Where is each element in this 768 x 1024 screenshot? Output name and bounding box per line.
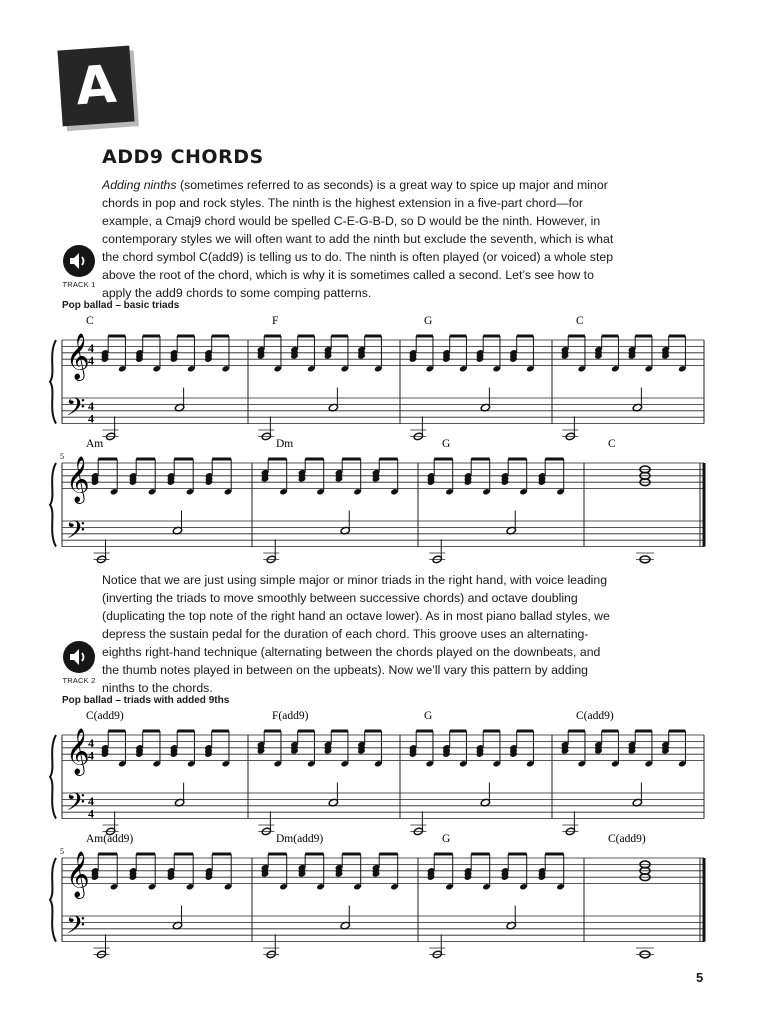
example-2-system-2 <box>0 828 768 958</box>
brace <box>50 735 56 819</box>
time-signature-treble-bottom: 4 <box>88 353 94 368</box>
chord-symbol: Am <box>86 438 104 450</box>
brace <box>50 463 56 547</box>
track-1-audio[interactable] <box>57 245 101 289</box>
brace <box>50 858 56 942</box>
speaker-icon <box>63 245 95 277</box>
time-signature-bass-bottom: 4 <box>88 411 94 426</box>
time-signature-treble-top: 4 <box>88 340 94 355</box>
time-signature-bass-bottom: 4 <box>88 806 94 821</box>
chord-symbol: G <box>424 315 433 327</box>
bass-clef: 𝄢 <box>66 911 86 946</box>
brace <box>50 340 56 424</box>
bass-clef: 𝄢 <box>66 788 86 823</box>
intro-paragraph <box>102 176 618 302</box>
measure-number: 5 <box>60 452 64 461</box>
chord-symbol: C <box>608 438 616 450</box>
chord-symbol: Am(add9) <box>86 833 134 845</box>
section-badge <box>57 46 134 127</box>
time-signature-bass-top: 4 <box>88 793 94 808</box>
chord-symbol: G <box>442 438 451 450</box>
example-2-system-1 <box>0 705 768 830</box>
example-2-label: Pop ballad – triads with added 9ths <box>62 695 230 706</box>
chord-symbol: C <box>576 315 584 327</box>
track-2-label: TRACK 2 <box>62 676 96 685</box>
chord-symbol: F(add9) <box>272 710 309 722</box>
page-number: 5 <box>696 970 704 985</box>
example-1-system-1 <box>0 310 768 435</box>
time-signature-treble-bottom: 4 <box>88 748 94 763</box>
intro-text: (sometimes referred to as seconds) is a great way to spice up major and minor chords in pop and rock styles. The ninth is the highest extension in a five-part chord—for example, a Cmaj9 chord would be spelled C-E-G-B-D, so D would be the ninth. However, in contemporary styles we will often want to add the ninth but exclude the seventh, which is what the chord symbol C(add9) is telling us to do. The ninth is often played (or voiced) a whole step above the root of the chord, which is why it is sometimes called a second. Let’s see how to apply the add9 chords to some comping patterns. <box>102 178 614 300</box>
page-title: ADD9 CHORDS <box>102 146 264 168</box>
time-signature-bass-top: 4 <box>88 398 94 413</box>
bass-clef: 𝄢 <box>66 393 86 428</box>
chord-symbol: C(add9) <box>576 710 614 722</box>
chord-symbol: G <box>424 710 433 722</box>
chord-symbol: C <box>86 315 94 327</box>
speaker-icon <box>63 641 95 673</box>
time-signature-treble-top: 4 <box>88 735 94 750</box>
measure-number: 5 <box>60 847 64 856</box>
chord-symbol: G <box>442 833 451 845</box>
chord-symbol: Dm <box>276 438 294 450</box>
bass-clef: 𝄢 <box>66 516 86 551</box>
chord-symbol: F <box>272 315 279 327</box>
treble-clef: 𝄞 <box>66 851 90 898</box>
chord-symbol: C(add9) <box>86 710 124 722</box>
treble-clef: 𝄞 <box>66 728 90 775</box>
intro-italic-lead: Adding ninths <box>102 178 177 192</box>
treble-clef: 𝄞 <box>66 333 90 380</box>
track-2-audio[interactable] <box>57 641 101 685</box>
chord-symbol: Dm(add9) <box>276 833 324 845</box>
middle-paragraph: Notice that we are just using simple major or minor triads in the right hand, with voice leading (inverting the triads to move smoothly between successive chords) and octave doubling (duplicating the top note of the right hand an octave lower). As in most piano ballad styles, we depress the sustain pedal for the duration of each chord. This groove uses an alternating-eighths right-hand technique (alternating between the chords played on the downbeats, and the thumb notes played in between on the upbeats). Now we’ll vary this pattern by adding ninths to the chords. <box>102 573 610 695</box>
track-1-label: TRACK 1 <box>62 280 96 289</box>
example-1-system-2 <box>0 433 768 563</box>
treble-clef: 𝄞 <box>66 456 90 503</box>
example-1-label: Pop ballad – basic triads <box>62 300 180 311</box>
section-letter: A <box>73 54 119 118</box>
chord-symbol: C(add9) <box>608 833 646 845</box>
